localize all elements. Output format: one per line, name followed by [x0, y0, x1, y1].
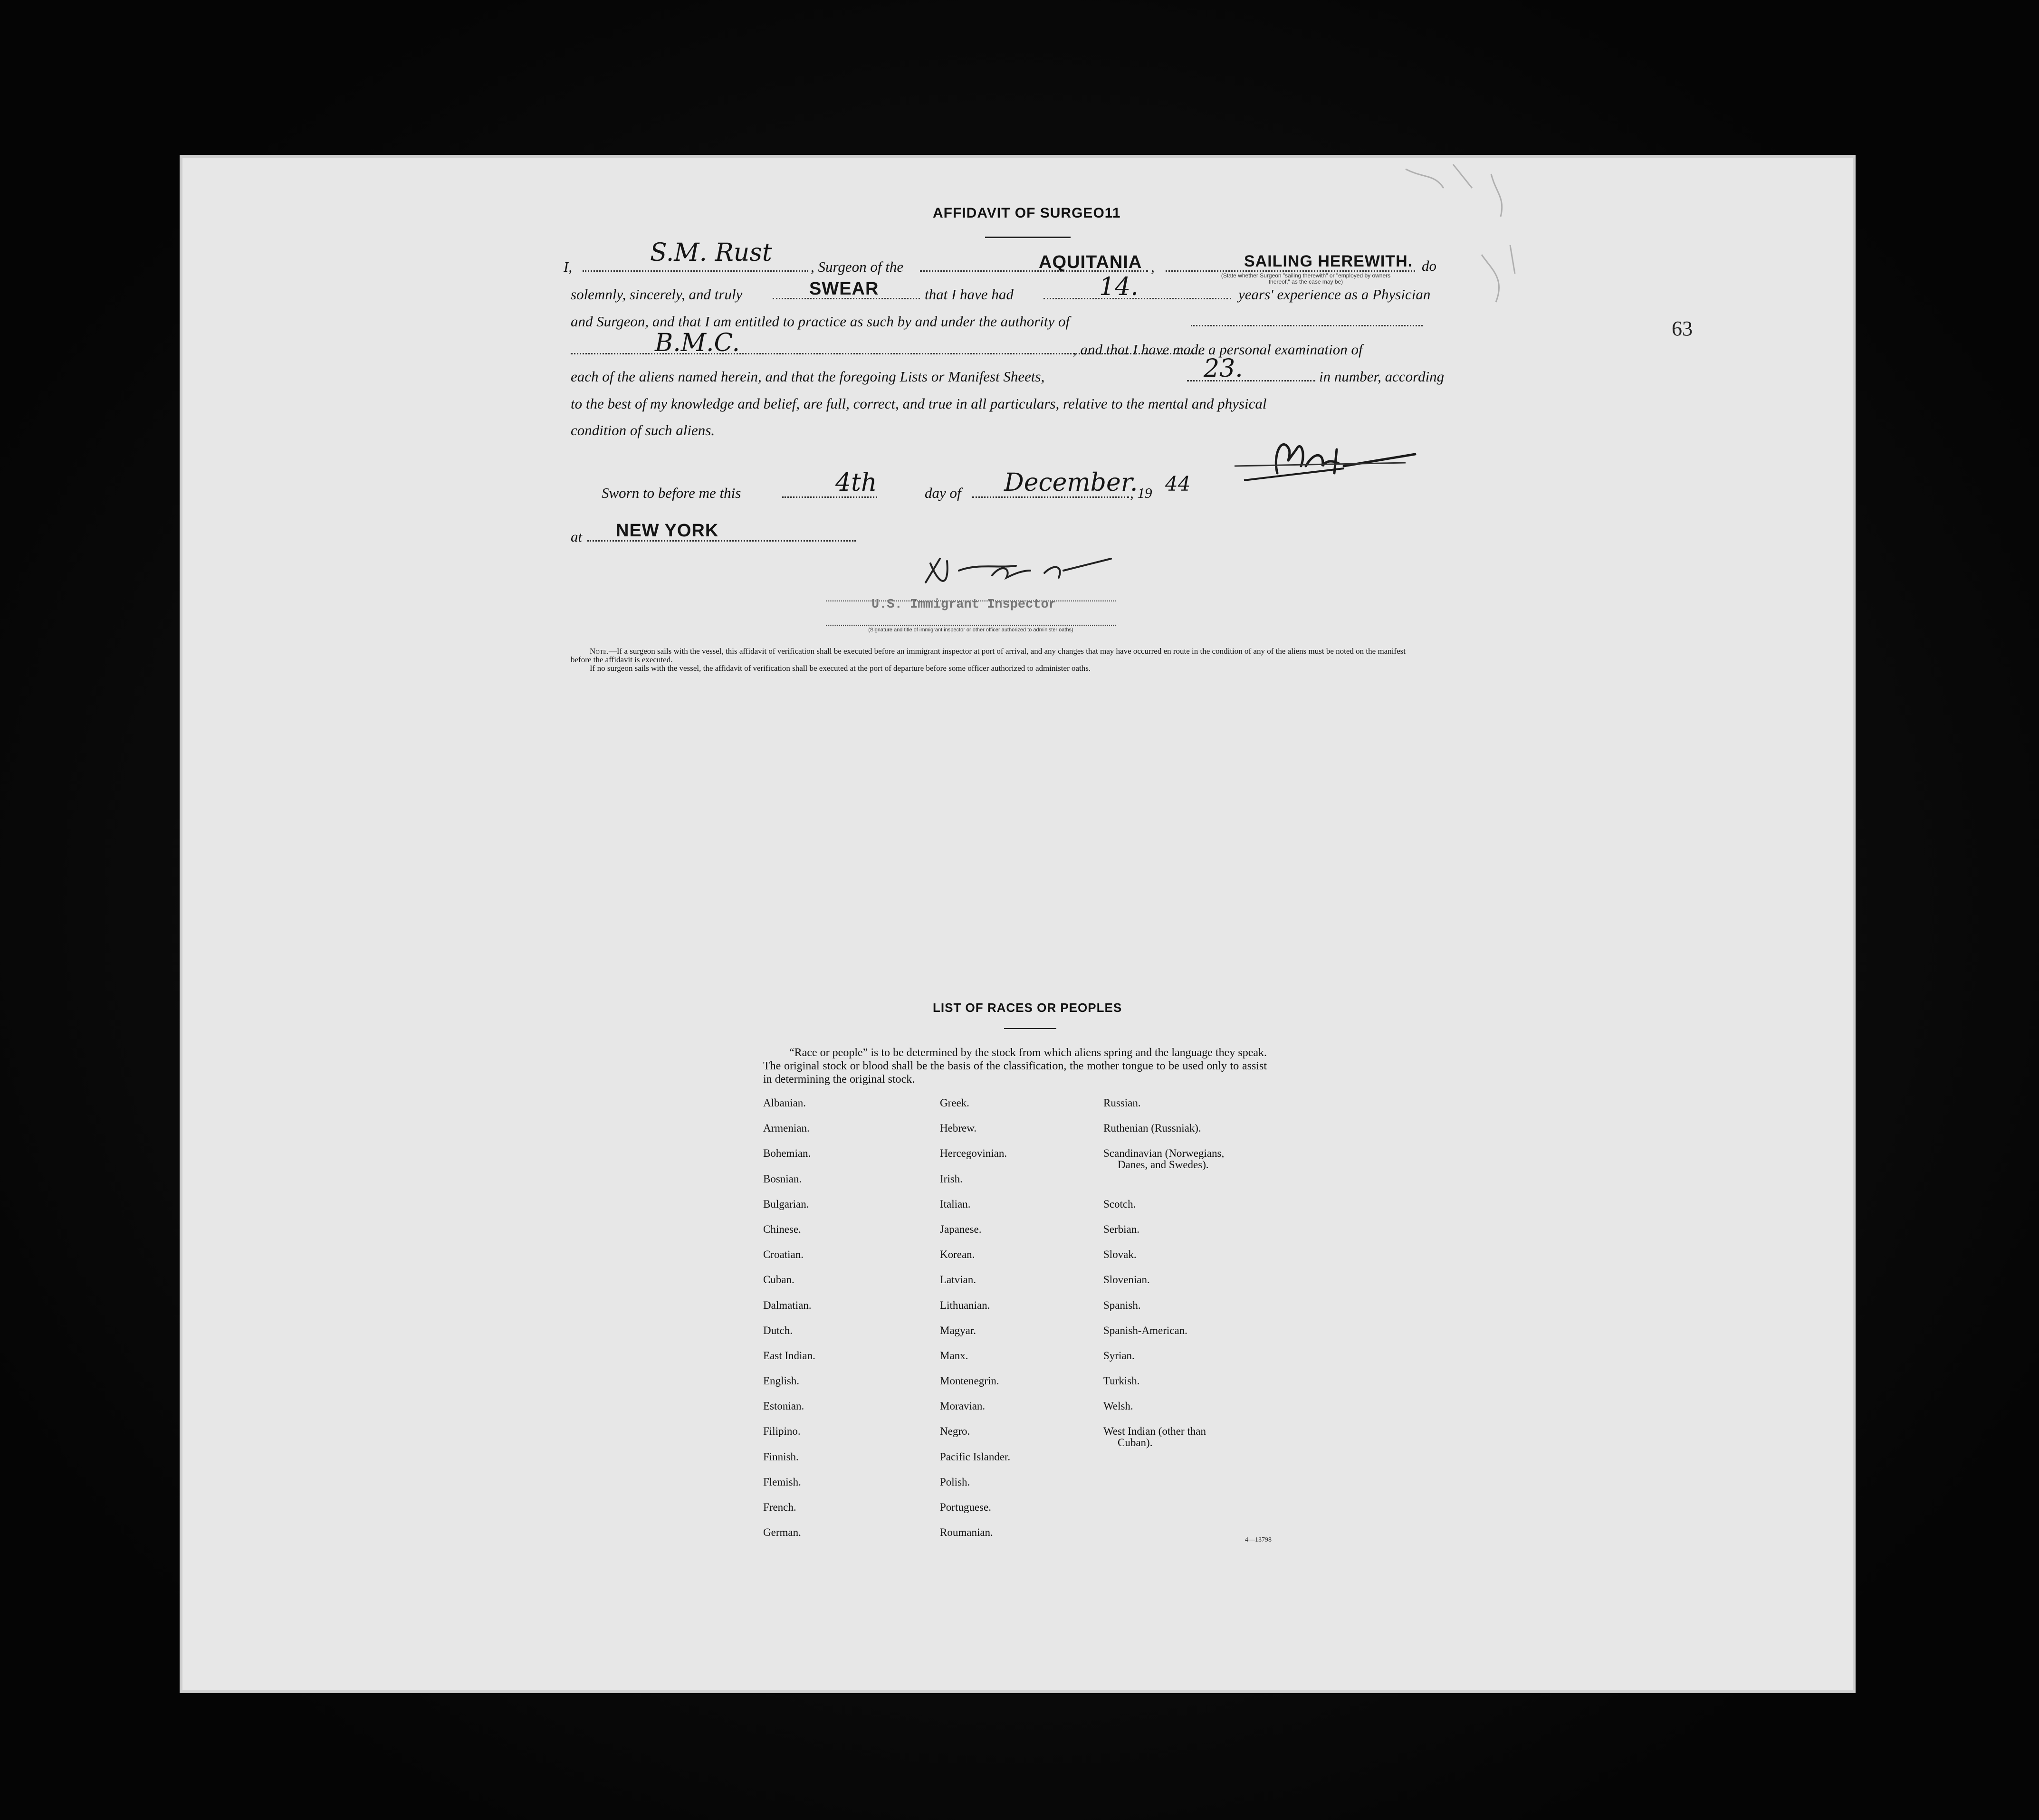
- race-item-west-indian: [1103, 1426, 1224, 1448]
- race-item: Japanese.: [940, 1223, 982, 1235]
- race-item: Irish.: [940, 1172, 963, 1185]
- inspector-caption: (Signature and title of immigrant inspector or other officer authorized to administer oaths): [868, 627, 1073, 633]
- authority-field-line-a: [1191, 325, 1423, 326]
- race-item: Dalmatian.: [763, 1299, 812, 1311]
- race-item: Armenian.: [763, 1122, 810, 1134]
- line7-text: condition of such aliens.: [571, 422, 715, 438]
- race-item: Latvian.: [940, 1274, 976, 1286]
- race-item: Korean.: [940, 1248, 975, 1261]
- race-item: Scandinavian (Norwegians,: [1103, 1147, 1225, 1160]
- line1-suffix: do: [1422, 257, 1436, 274]
- line6-text: to the best of my knowledge and belief, are full, correct, and true in all particulars, relative to the mental and physical: [571, 395, 1267, 412]
- race-item: Bosnian.: [763, 1172, 802, 1185]
- inspector-caption-line: [826, 625, 1116, 626]
- line3-text: and Surgeon, and that I am entitled to practice as such by and under the authority of: [571, 313, 1070, 330]
- race-item: Portuguese.: [940, 1501, 991, 1513]
- surgeon-status: SAILING HEREWITH.: [1244, 252, 1413, 270]
- years-experience: 14.: [1099, 273, 1139, 301]
- surgeon-signature: [1244, 421, 1434, 483]
- race-item: Moravian.: [940, 1400, 986, 1412]
- sheet-count: 23.: [1204, 354, 1243, 383]
- race-item: Bulgarian.: [763, 1198, 809, 1210]
- race-item: Serbian.: [1103, 1223, 1140, 1235]
- sworn-mid: day of: [925, 485, 961, 501]
- race-item: Slovak.: [1103, 1248, 1137, 1261]
- sworn-prefix: Sworn to before me this: [602, 485, 741, 501]
- note-label: Note.: [590, 647, 609, 656]
- note-text-2: If no surgeon sails with the vessel, the affidavit of verification shall be executed at the port of departure before some officer authorized to administer oaths.: [590, 664, 1091, 673]
- races-title-rule: [1004, 1028, 1056, 1029]
- line1-mid: , Surgeon of the: [811, 258, 904, 275]
- race-item-continued: Cuban).: [1118, 1437, 1153, 1449]
- race-item: Cuban.: [763, 1274, 795, 1286]
- race-item: Negro.: [940, 1425, 970, 1438]
- race-item: Syrian.: [1103, 1349, 1135, 1362]
- inspector-signature: [921, 544, 1120, 597]
- races-column-2: [940, 1097, 1010, 1552]
- status-note: (State whether Surgeon "sailing therewith" or "employed by owners thereof," as the case may be): [1221, 272, 1391, 285]
- line2-prefix: solemnly, sincerely, and truly: [571, 286, 743, 303]
- race-item: German.: [763, 1526, 801, 1539]
- vessel-name: AQUITANIA: [1039, 252, 1142, 272]
- race-item: Welsh.: [1103, 1400, 1133, 1412]
- oath-word: SWEAR: [809, 279, 879, 299]
- sworn-year: 44: [1165, 472, 1191, 495]
- races-column-3: [1103, 1097, 1224, 1448]
- race-item: Finnish.: [763, 1450, 799, 1463]
- race-item: Lithuanian.: [940, 1299, 990, 1311]
- race-item: Dutch.: [763, 1324, 793, 1336]
- place-city: NEW YORK: [616, 521, 719, 541]
- page-number: 63: [1672, 317, 1693, 340]
- line5-prefix: each of the aliens named herein, and that the foregoing Lists or Manifest Sheets,: [571, 368, 1045, 385]
- race-item: West Indian (other than: [1103, 1425, 1206, 1438]
- race-item: French.: [763, 1501, 796, 1513]
- race-item: Greek.: [940, 1097, 969, 1109]
- line4-suffix: , and that I have made a personal examination of: [1073, 341, 1363, 358]
- licensing-authority: B.M.C.: [655, 329, 740, 357]
- race-item: Roumanian.: [940, 1526, 993, 1539]
- race-item: East Indian.: [763, 1349, 815, 1362]
- race-item: Spanish-American.: [1103, 1324, 1187, 1336]
- race-item: Slovenian.: [1103, 1274, 1150, 1286]
- race-item: Chinese.: [763, 1223, 801, 1235]
- manifest-page: [180, 155, 1856, 1693]
- sworn-month: December.: [1004, 468, 1138, 497]
- race-item: Flemish.: [763, 1476, 801, 1488]
- title-rule: [985, 237, 1071, 238]
- line1-prefix: I,: [564, 258, 573, 275]
- race-item: Polish.: [940, 1476, 970, 1488]
- form-number: 4—13798: [1245, 1536, 1272, 1544]
- race-item: Ruthenian (Russniak).: [1103, 1122, 1201, 1134]
- line2-suffix: years' experience as a Physician: [1238, 286, 1431, 303]
- race-item: Pacific Islander.: [940, 1450, 1011, 1463]
- sworn-day: 4th: [835, 468, 877, 497]
- race-item: Hercegovinian.: [940, 1147, 1007, 1160]
- races-intro: “Race or people” is to be determined by the stock from which aliens spring and the language they speak. The original stock or blood shall be the basis of the classification, the mother tongue to be used only to assist in determining the original stock.: [763, 1047, 1267, 1086]
- race-item: Manx.: [940, 1349, 968, 1362]
- line1-comma: ,: [1151, 258, 1155, 275]
- races-title: LIST OF RACES OR PEOPLES: [933, 1001, 1122, 1015]
- race-item: Scotch.: [1103, 1198, 1136, 1210]
- inspector-stamp: U.S. Immigrant Inspector: [871, 598, 1056, 612]
- race-item: Estonian.: [763, 1400, 804, 1412]
- race-item: Bohemian.: [763, 1147, 811, 1160]
- race-item: Croatian.: [763, 1248, 804, 1261]
- affidavit-note: [571, 647, 1426, 673]
- name-field-line: [583, 270, 808, 272]
- line5-suffix: in number, according: [1319, 368, 1445, 385]
- affidavit-title: AFFIDAVIT OF SURGEO11: [933, 205, 1121, 221]
- race-item: Russian.: [1103, 1097, 1141, 1109]
- race-item: Hebrew.: [940, 1122, 977, 1134]
- race-item-continued: Danes, and Swedes).: [1118, 1159, 1209, 1171]
- year-prefix: , 19: [1130, 485, 1152, 501]
- race-item-scandinavian: [1103, 1148, 1224, 1198]
- race-item: Spanish.: [1103, 1299, 1141, 1311]
- surgeon-name: S.M. Rust: [650, 238, 772, 267]
- scan-artifacts: [1396, 160, 1729, 316]
- race-item: Italian.: [940, 1198, 971, 1210]
- race-item: Magyar.: [940, 1324, 976, 1336]
- race-item: Montenegrin.: [940, 1375, 999, 1387]
- race-item: Albanian.: [763, 1097, 806, 1109]
- race-item: Filipino.: [763, 1425, 801, 1438]
- line2-mid: that I have had: [925, 286, 1014, 303]
- race-item: Turkish.: [1103, 1375, 1140, 1387]
- races-column-1: [763, 1097, 815, 1552]
- race-item: English.: [763, 1375, 800, 1387]
- place-prefix: at: [571, 528, 583, 545]
- note-text-1: —If a surgeon sails with the vessel, this affidavit of verification shall be executed before an immigrant inspector at port of arrival, and any changes that may have occurred en route in the condition of any of the aliens must be noted on the manifest before the affidavit is executed.: [571, 647, 1406, 664]
